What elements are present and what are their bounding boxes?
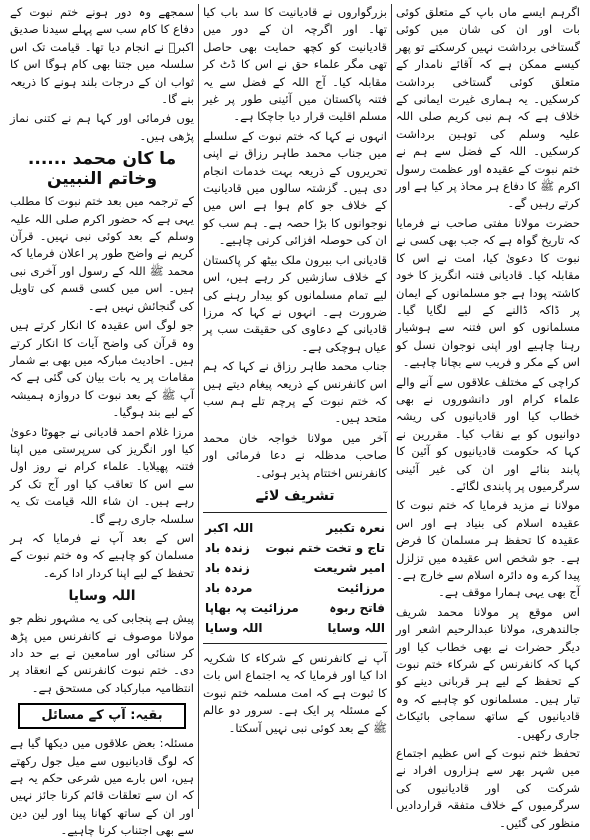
slogan-call: فاتح ربوہ bbox=[329, 600, 385, 615]
column-left-paragraph: یوں فرمائی اور کہا ہم نے کتنی نماز پڑھی ہیں۔ bbox=[10, 111, 194, 143]
slogan-row bbox=[205, 579, 385, 597]
slogan-response: مرزائیت پہ بھاپا bbox=[205, 600, 299, 615]
slogan-row bbox=[205, 559, 385, 577]
column-middle bbox=[199, 4, 392, 809]
column-left-paragraph: مرزا غلام احمد قادیانی نے جھوٹا دعویٰ کیا اور انگریز کی سرپرستی میں اپنا فتنہ پھیلایا۔ علماء کرام نے روز اول سے اس کا تعاقب کیا اور آج تک کر رہے ہیں۔ ان شاء اللہ قیامت تک یہ سلسلہ جاری رہے گا۔ bbox=[10, 424, 194, 526]
column-right-paragraph: کراچی کے مختلف علاقوں سے آنے والے علماء کرام اور دانشوروں نے بھی خطاب کیا اور قادیانیوں کی ریشہ دوانیوں کو بے نقاب کیا۔ مقررین نے کہا کہ حکومت قادیانیوں کو آئین کا پابند بنائے اور ان کی غیر آئینی سرگرمیوں پر پابندی لگائے۔ bbox=[396, 374, 580, 493]
column-right bbox=[392, 4, 584, 830]
column-right-paragraph: حضرت مولانا مفتی صاحب نے فرمایا کہ تاریخ گواہ ہے کہ جب بھی کسی نے نبوت کا دعویٰ کیا، امت نے اس کا مقابلہ کیا۔ قادیانی فتنہ انگریز کا خود کاشتہ پودا ہے جو مسلمانوں کے ایمان پر ڈاکہ ڈالنے کے لیے لگایا گیا۔ مسلمانوں کو اس فتنہ سے ہوشیار رہنا چاہیے اور اپنی نوجوان نسل کو اس کے مکر و فریب سے بچانا چاہیے۔ bbox=[396, 215, 580, 370]
column-right-paragraph: مولانا نے مزید فرمایا کہ ختم نبوت کا عقیدہ اسلام کی بنیاد ہے اور اس عقیدہ کا تحفظ ہر مسلمان کا فرض ہے۔ جو شخص اس عقیدہ میں تزلزل پیدا کرے وہ دائرہ اسلام سے خارج ہے۔ آج بھی یہی ہمارا موقف ہے۔ bbox=[396, 498, 580, 600]
column-left-paragraph: کے ترجمہ میں بعد ختم نبوت کا مطلب یہی ہے کہ حضور اکرم صلی اللہ علیہ وسلم کے بعد کوئی نبی نہیں۔ قرآن کریم نے واضح طور پر اعلان فرمایا کہ محمد ﷺ اللہ کے رسول اور آخری نبی ہیں۔ اس میں کسی قسم کی تاویل کی گنجائش نہیں ہے۔ bbox=[10, 194, 194, 313]
slogan-response: اللہ وسایا bbox=[205, 620, 263, 635]
poem-notice: پیش ہے پنجابی کی یہ مشہور نظم جو مولانا موصوف نے کانفرنس میں پڑھ کر سنائی اور سامعین نے بے حد داد دی۔ ختم نبوت کانفرنس کے انعقاد پر انتظامیہ مبارکباد کی مستحق ہے۔ bbox=[10, 611, 194, 695]
column-middle-paragraph: بزرگواروں نے قادیانیت کا سد باب کیا تھا۔ اور اگرچہ ان کے دور میں قادیانیت کو کچھ حمایت بھی حاصل تھی مگر علماء حق نے اس کا ڈٹ کر مقابلہ کیا۔ آج اللہ کے فضل سے یہ فتنہ پاکستان میں آئینی طور پر غیر مسلم اقلیت قرار دیا جاچکا ہے۔ bbox=[203, 5, 387, 124]
verse-heading: ما کان محمد ...... وخاتم النبیین bbox=[27, 149, 177, 190]
masail-note: مسئلہ: بعض علاقوں میں دیکھا گیا ہے کہ لوگ قادیانیوں سے میل جول رکھتے ہیں، اس بارے میں شرعی حکم یہ ہے کہ ان سے تعلقات قائم کرنا جائز نہیں اور ان کے ساتھ کھانا پینا اور لین دین سے بھی اجتناب کرنا چاہیے۔ bbox=[10, 736, 194, 838]
slogan-row bbox=[205, 619, 385, 637]
slogans-box bbox=[203, 512, 387, 644]
slogan-row bbox=[205, 599, 385, 617]
slogan-response: زندہ باد bbox=[205, 540, 250, 555]
slogan-row bbox=[205, 539, 385, 557]
slogan-call: نعرہ تکبیر bbox=[326, 520, 385, 535]
slogan-call: تاج و تخت ختم نبوت bbox=[265, 540, 385, 555]
column-left-paragraph: سمجھے وہ دور ہونے ختم نبوت کے دفاع کا کام سب سے پہلے سیدنا صدیق اکبرؓ نے انجام دیا تھا۔ قیامت تک اس سلسلہ میں جتنا بھی کام ہوگا اس کا ثواب ان کے درجات بلند ہونے کا ذریعہ بنے گا۔ bbox=[10, 5, 194, 107]
slogan-call: مرزائیت bbox=[336, 580, 385, 595]
slogan-response: زندہ باد bbox=[205, 560, 250, 575]
column-middle-paragraph: آخر میں مولانا خواجہ خان محمد صاحب مدظلہ نے دعا فرمائی اور کانفرنس اختتام پذیر ہوئی۔ bbox=[203, 430, 387, 480]
column-middle-paragraph: جناب محمد طاہر رزاق نے کہا کہ ہم اس کانفرنس کے ذریعہ پیغام دیتے ہیں کہ ختم نبوت کے پرچم تلے ہم سب متحد ہیں۔ bbox=[203, 359, 387, 426]
slogan-row bbox=[205, 519, 385, 537]
columns bbox=[6, 4, 584, 838]
column-middle-closing: آپ نے کانفرنس کے شرکاء کا شکریہ ادا کیا اور فرمایا کہ یہ اجتماع اس بات کا ثبوت ہے کہ امت مسلمہ ختم نبوت کے مسئلہ پر ایک ہے۔ سرور دو عالم ﷺ کے بعد کوئی نبی نہیں آسکتا۔ bbox=[203, 650, 387, 735]
column-left bbox=[6, 4, 199, 838]
column-left-paragraph: اس کے بعد آپ نے فرمایا کہ ہر مسلمان کو چاہیے کہ وہ ختم نبوت کے تحفظ کے لیے اپنا کردار ادا کرے۔ bbox=[10, 530, 194, 580]
section-title: تشریف لائے bbox=[255, 487, 335, 504]
column-left-paragraph: جو لوگ اس عقیدہ کا انکار کرتے ہیں وہ قرآن کی واضح آیات کا انکار کرتے ہیں۔ احادیث مبارکہ میں بھی بے شمار مقامات پر یہ بات بیان کی گئی ہے کہ آپ ﷺ کے بعد نبوت کا دروازہ ہمیشہ کے لیے بند ہوگیا۔ bbox=[10, 318, 194, 420]
slogan-response: مردہ باد bbox=[205, 580, 253, 595]
slogan-call: اللہ وسایا bbox=[327, 620, 385, 635]
boxed-section-title: بقیہ: آپ کے مسائل bbox=[18, 703, 186, 729]
signature: اللہ وسایا bbox=[68, 588, 136, 605]
column-right-paragraph: اگرہم ایسے ماں باپ کے متعلق کوئی بات اور ان کی شان میں کوئی گستاخی برداشت نہیں کرسکتے تو پھر کیسے ممکن ہے کہ آقائے نامدار کے متعلق کوئی گستاخی برداشت کرسکیں۔ یہ ہماری غیرت ایمانی کے خلاف ہے کہ ہم نبی کریم صلی اللہ علیہ وسلم کی توہین برداشت کرسکیں۔ اللہ کے فضل سے ہم نے ختم نبوت کے عقیدہ اور عظمت رسول اکرم ﷺ کا دفاع ہر محاذ پر کیا ہے اور کرتے رہیں گے۔ bbox=[396, 5, 580, 211]
column-middle-paragraph: انہوں نے کہا کہ ختم نبوت کے سلسلے میں جناب محمد طاہر رزاق نے اپنی تحریروں کے ذریعہ بہت خدمات انجام دی ہیں۔ گزشتہ سالوں میں قادیانیت کے خلاف جو کام ہوا ہے اس میں نوجوانوں کا بڑا حصہ ہے۔ ہم سب کو ان کی حوصلہ افزائی کرنی چاہیے۔ bbox=[203, 128, 387, 248]
column-right-paragraph: تحفظ ختم نبوت کے اس عظیم اجتماع میں شہر بھر سے ہزاروں افراد نے شرکت کی اور قادیانیوں کی سرگرمیوں کے خلاف متفقہ قراردادیں منظور کی گئیں۔ bbox=[396, 746, 580, 830]
slogan-response: اللہ اکبر bbox=[205, 520, 254, 535]
column-right-paragraph: اس موقع پر مولانا محمد شریف جالندھری، مولانا عبدالرحیم اشعر اور دیگر حضرات نے بھی خطاب کیا اور کہا کہ کانفرنس کے شرکاء ختم نبوت کے تحفظ کے لیے ہر قربانی دینے کو تیار ہیں۔ مسلمانوں کو چاہیے کہ وہ قادیانیوں کے ساتھ سماجی بائیکاٹ جاری رکھیں۔ bbox=[396, 604, 580, 741]
slogan-call: امیر شریعت bbox=[313, 560, 385, 575]
column-middle-paragraph: قادیانی اب بیرون ملک بیٹھ کر پاکستان کے خلاف سازشیں کر رہے ہیں، اس لیے تمام مسلمانوں کو بیدار رہنے کی ضرورت ہے۔ انہوں نے کہا کہ مرزا قادیانی کے دعاوی کی حقیقت سب پر عیاں ہوچکی ہے۔ bbox=[203, 252, 387, 354]
